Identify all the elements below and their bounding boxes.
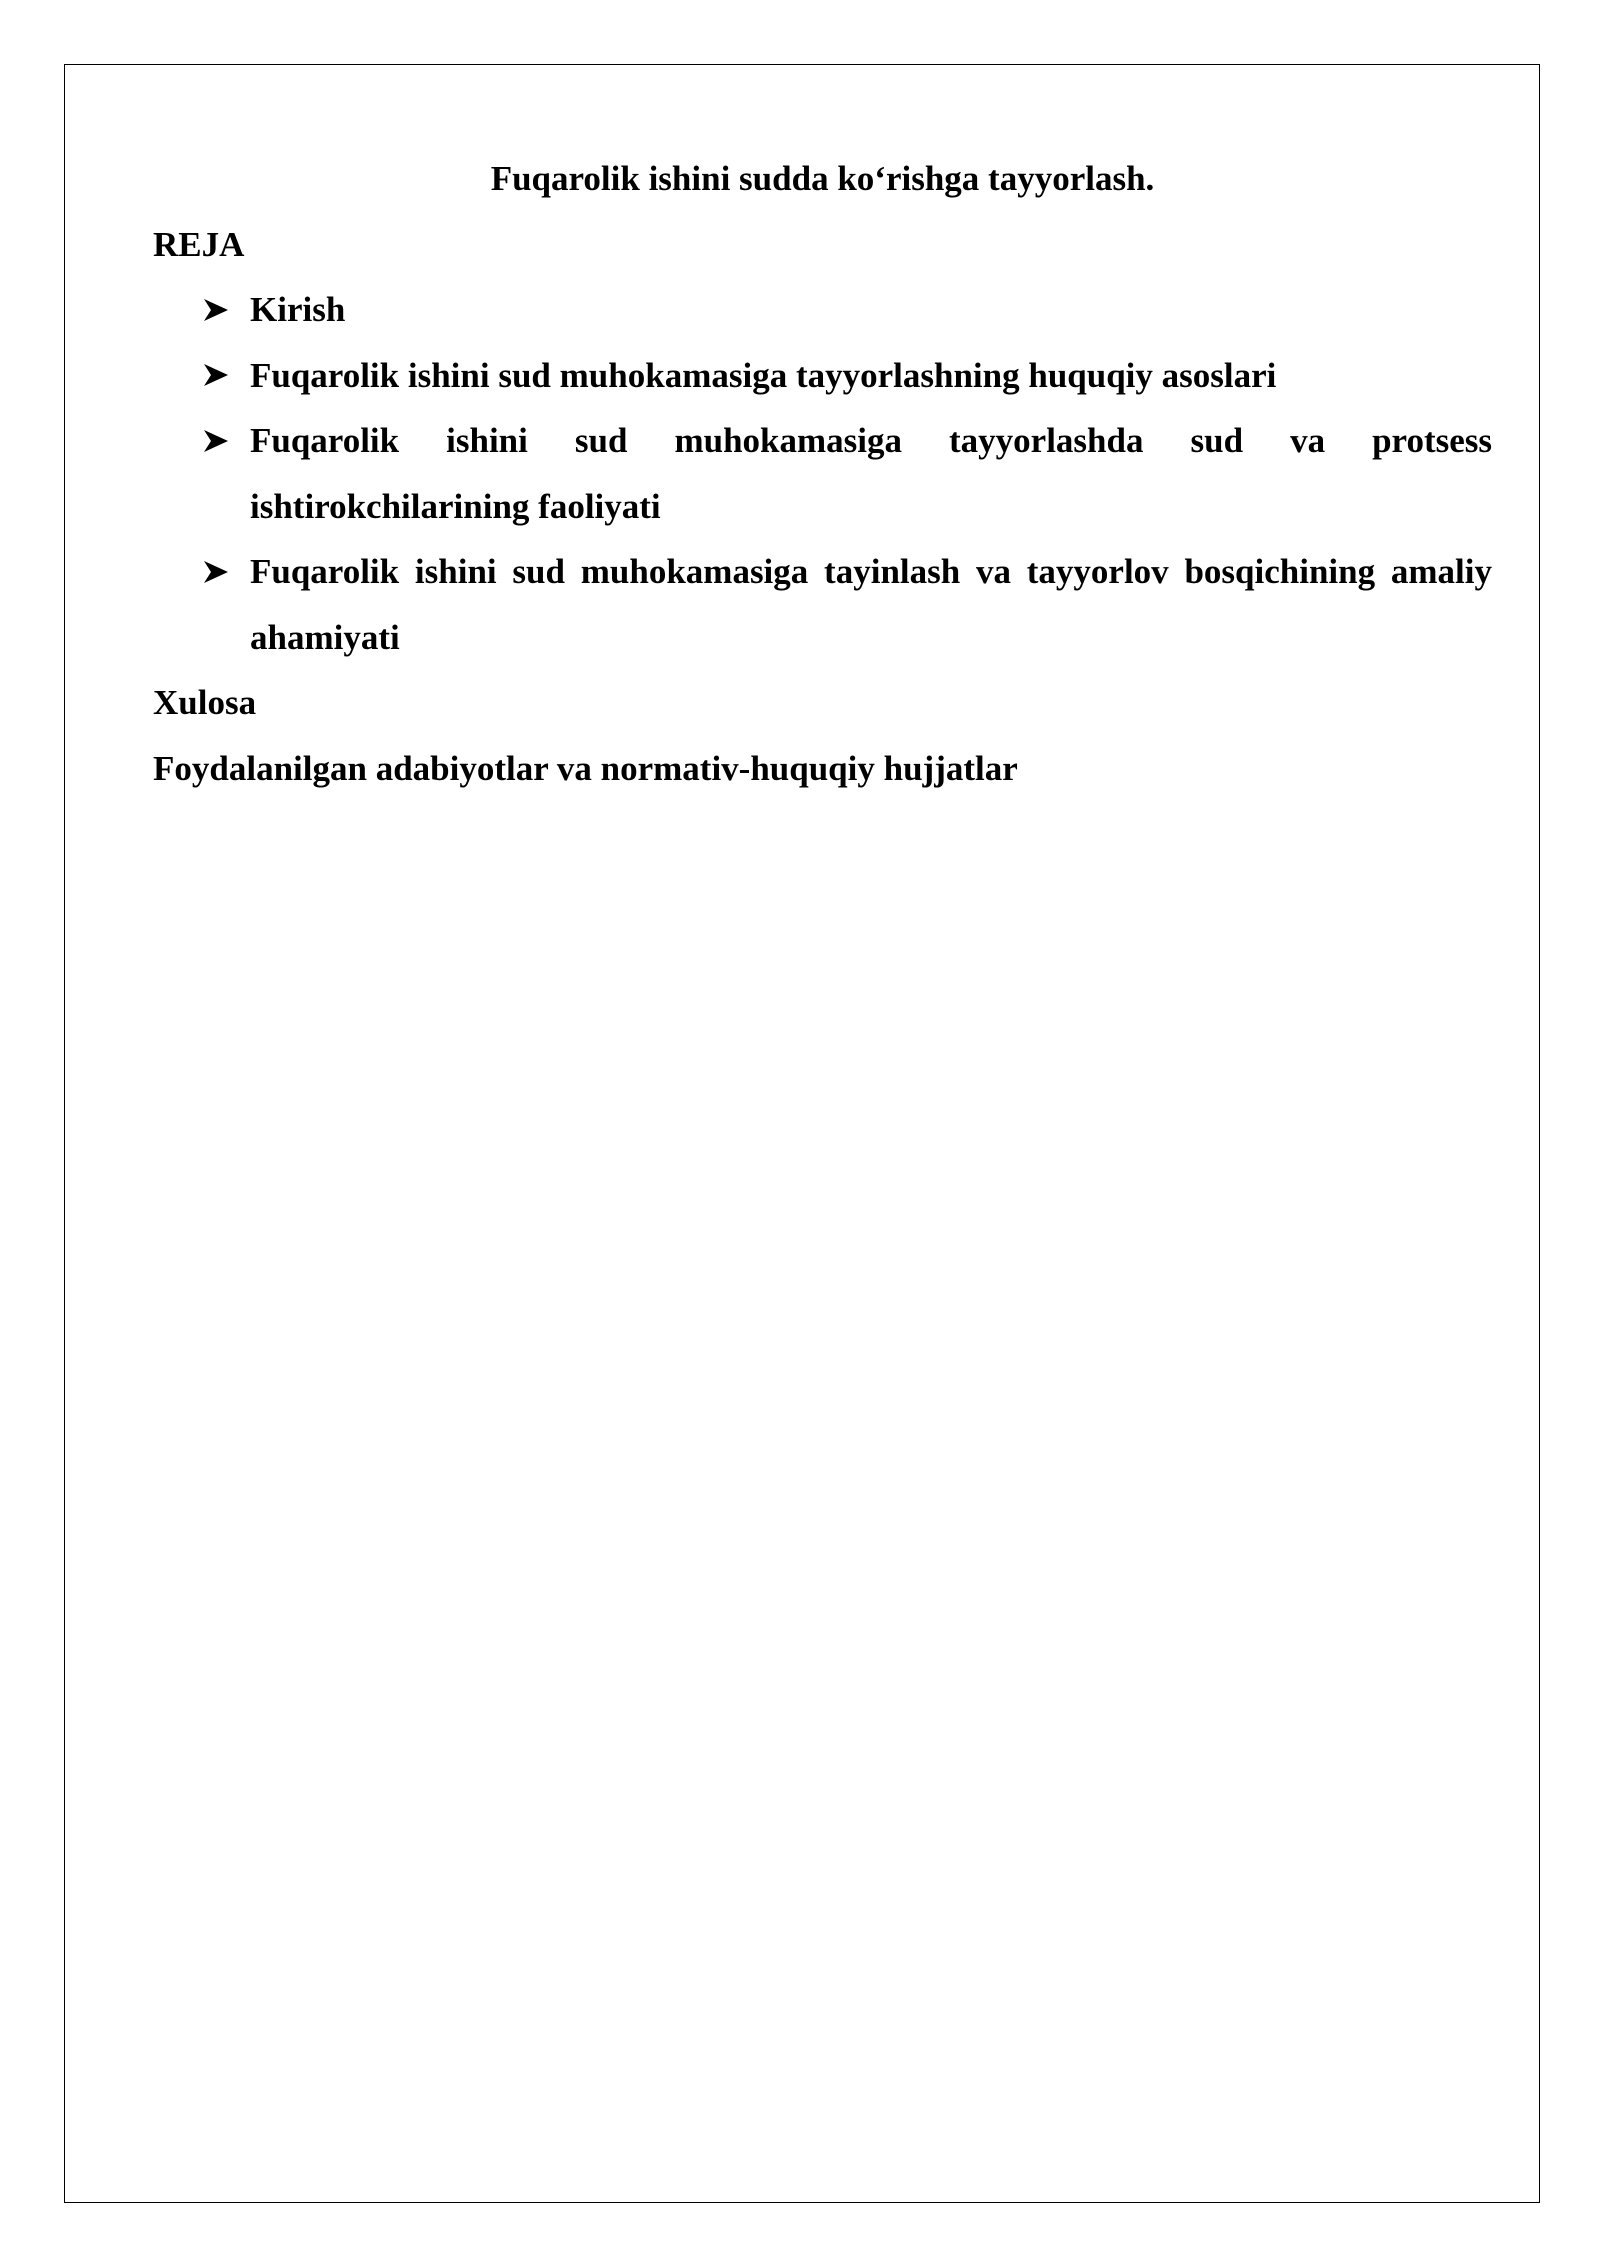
plan-item-label: Fuqarolik ishini sud muhokamasiga tayyorlashda sud va protsess ishtirokchilarining faoliyati <box>250 421 1492 526</box>
plan-item <box>153 539 1492 670</box>
document-title: Fuqarolik ishini sudda ko‘rishga tayyorlash. <box>490 159 1155 198</box>
arrowhead-bullet-icon <box>203 539 233 605</box>
plan-item-label: Fuqarolik ishini sud muhokamasiga tayyorlashning huquqiy asoslari <box>250 355 1277 395</box>
plan-item <box>153 343 1492 409</box>
plan-item <box>153 277 1492 343</box>
references-heading: Foydalanilgan adabiyotlar va normativ-huquqiy hujjatlar <box>153 748 1018 788</box>
plan-item-label: Kirish <box>250 290 346 329</box>
arrowhead-bullet-icon <box>203 408 233 474</box>
arrowhead-bullet-icon <box>203 277 233 343</box>
conclusion-heading: Xulosa <box>153 683 257 722</box>
plan-heading: REJA <box>153 224 245 264</box>
arrowhead-bullet-icon <box>203 343 233 409</box>
plan-item <box>153 408 1492 539</box>
plan-item-label: Fuqarolik ishini sud muhokamasiga tayinlash va tayyorlov bosqichining amaliy ahamiyati <box>250 552 1492 657</box>
document-content <box>153 146 1492 801</box>
plan-list <box>153 277 1492 670</box>
